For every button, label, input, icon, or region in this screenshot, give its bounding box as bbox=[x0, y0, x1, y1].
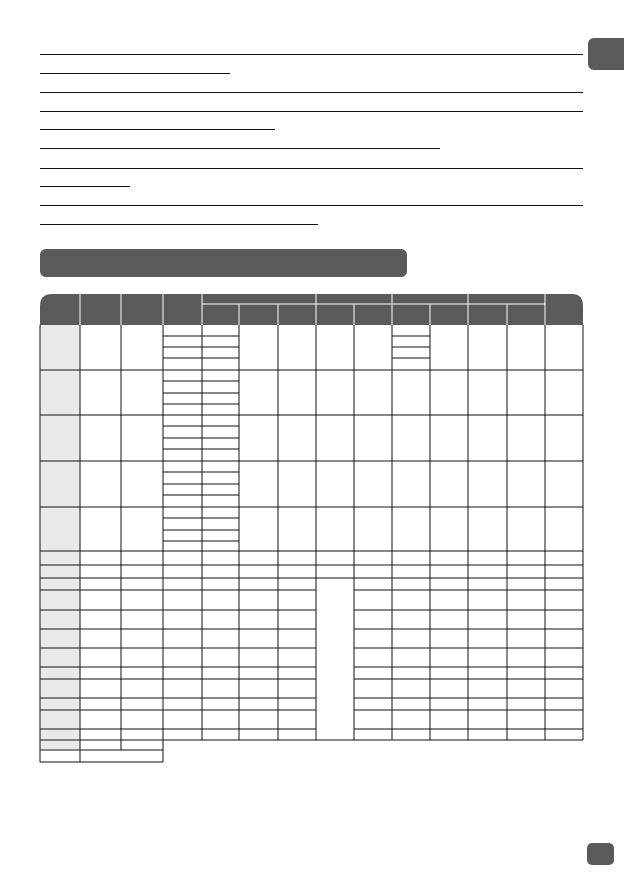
table-grid bbox=[40, 294, 583, 762]
first-column bbox=[40, 325, 80, 749]
page-number-badge bbox=[587, 843, 614, 865]
